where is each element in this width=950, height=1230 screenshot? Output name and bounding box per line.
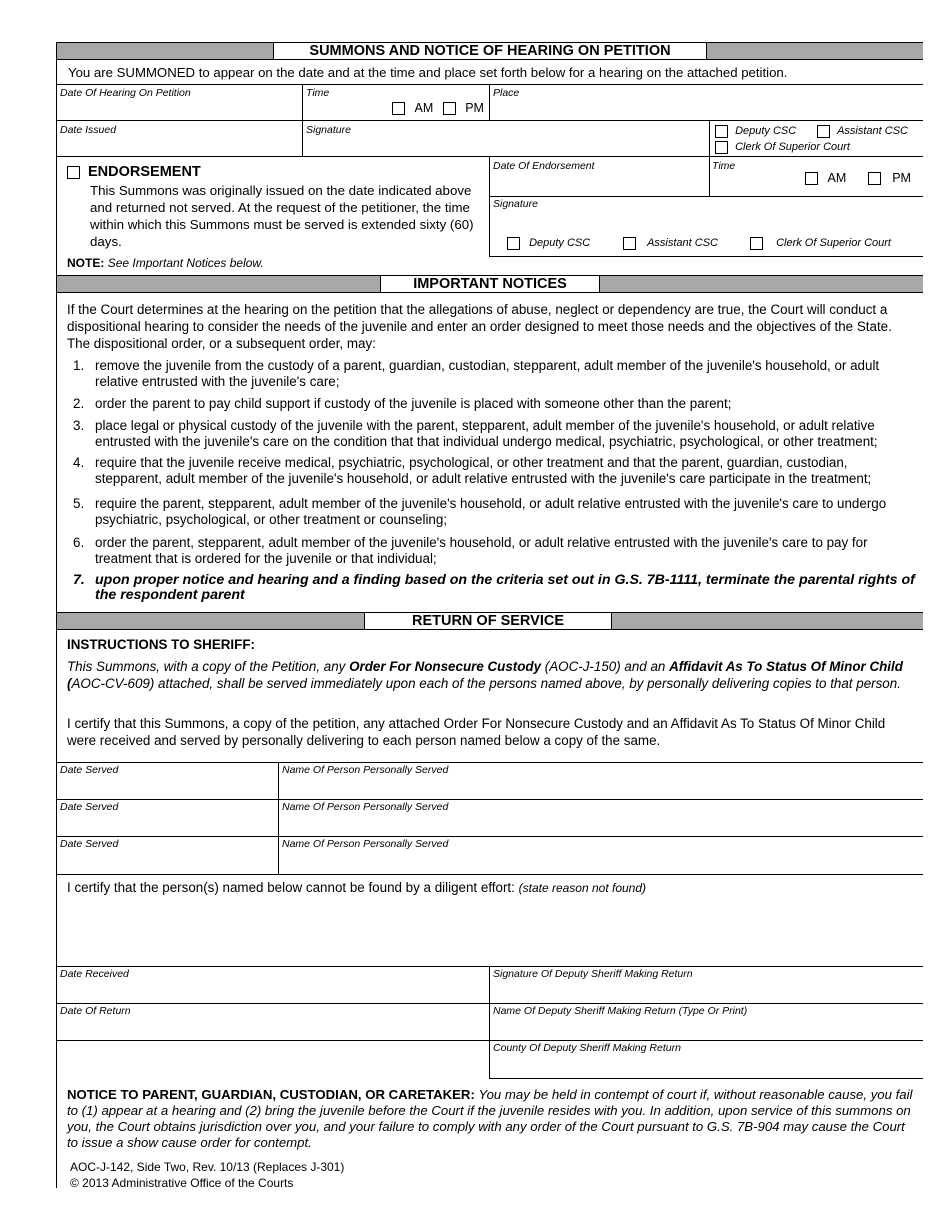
endorsement-checkbox[interactable] <box>67 166 80 179</box>
parent-notice: NOTICE TO PARENT, GUARDIAN, CUSTODIAN, OR CARETAKER: You may be held in contempt of court if, without reasonable cause, you fail to (1) appear at a hearing and (2) bring the juvenile before the Court if the juvenile resides with you. In addition, upon service of this summons on you, the Court obtains jurisdiction over you, and your failure to comply with any order of the Court pursuant to G.S. 7B-904 may cause the Court to issue a show cause order for contempt. <box>67 1087 913 1150</box>
issued-clerk-checkbox[interactable] <box>715 141 728 154</box>
copyright: © 2013 Administrative Office of the Courts <box>70 1176 294 1190</box>
hearing-place-label: Place <box>493 87 520 99</box>
hearing-date-label: Date Of Hearing On Petition <box>60 87 191 99</box>
endorsement-date-label: Date Of Endorsement <box>493 160 595 172</box>
endorsement-heading: ENDORSEMENT <box>67 164 201 180</box>
endorsement-ampm: AM PM <box>805 171 911 185</box>
endorsement-time-label: Time <box>712 160 736 172</box>
notices-intro: If the Court determines at the hearing on the petition that the allegations of abuse, neglect or dependency are true, the Court will conduct a dispositional hearing to consider the needs of the juvenile and enter an order designed to meet those needs and the objectives of the State. The dispositional order, or a subsequent order, may: <box>67 302 892 351</box>
date-received-label: Date Received <box>60 968 129 980</box>
form-id: AOC-J-142, Side Two, Rev. 10/13 (Replaces J-301) <box>70 1160 345 1174</box>
instructions-title: INSTRUCTIONS TO SHERIFF: <box>67 637 255 652</box>
date-served-label-3: Date Served <box>60 838 119 850</box>
important-notices-bar <box>57 275 923 293</box>
important-notices-title: IMPORTANT NOTICES <box>380 275 600 293</box>
hearing-pm-checkbox[interactable] <box>443 102 456 115</box>
deputy-county-label: County Of Deputy Sheriff Making Return <box>493 1042 681 1054</box>
person-served-label-2: Name Of Person Personally Served <box>282 801 449 813</box>
endorsement-signature-label: Signature <box>493 198 538 210</box>
issued-assistant-csc-checkbox[interactable] <box>817 125 830 138</box>
hearing-am-label: AM <box>414 101 434 115</box>
endorsement-deputy-csc: Deputy CSC <box>507 237 590 250</box>
issued-signature-label: Signature <box>306 124 351 136</box>
person-served-label-3: Name Of Person Personally Served <box>282 838 449 850</box>
title-bar <box>57 42 923 60</box>
endorsement-deputy-csc-checkbox[interactable] <box>507 237 520 250</box>
return-of-service-bar <box>57 612 923 630</box>
date-served-label-1: Date Served <box>60 764 119 776</box>
person-served-label-1: Name Of Person Personally Served <box>282 764 449 776</box>
summons-form: SUMMONS AND NOTICE OF HEARING ON PETITION You are SUMMONED to appear on the date and at the time and place set forth below for a hearing on the attached petition. Date Of Hearing On Petition Time AM PM Place Date Issued Signature Deputy CSC Assistant CSC Clerk Of Superior Court ENDORSEMENT This Summons was originally issued on the date indicated above and returned not served. At the request of the petitioner, the time within which this Summons must be served is extended sixty (60) days. NOTE: See Important Notices below. Date Of Endorsement Time AM PM Signature Deputy CSC Assistant CSC Clerk Of Superior Court IMPORTANT NOTICES If the Court determines at the hearing on the petition that the allegations of abuse, neglect or dependency are true, the Court will conduct a dispositional hearing to consider the needs of the juvenile and enter an order designed to meet those needs and the objectives of the State. The dispositional order, or a subsequent order, may: 1. remove the juvenile from the custody of a parent, guardian, custodian, stepparent, adult member of the juvenile's household, or adult relative entrusted with the juvenile's care; 2. order the parent to pay child support if custody of the juvenile is placed with someone other than the parent; 3. place legal or physical custody of the juvenile with the parent, stepparent, adult member of the juvenile's household, or adult relative entrusted with the juvenile's care on the condition that that individual undergo medical, psychiatric, psychological, or other treatment; 4. require that the juvenile receive medical, psychiatric, psychological, or other treatment and that the parent, guardian, custodian, stepparent, adult member of the juvenile's household, or adult relative entrusted with the juvenile's care participate in the treatment; 5. require the parent, stepparent, adult member of the juvenile's household, or adult relative entrusted with the juvenile's care to undergo psychiatric, psychological, or other treatment or counseling; 6. order the parent, stepparent, adult member of the juvenile's household, or adult relative entrusted with the juvenile's care to pay for treatment that is ordered for the juvenile or that individual; 7. upon proper notice and hearing and a finding based on the criteria set out in G.S. 7B-1111, terminate the parental rights of the respondent parent RETURN OF SERVICE INSTRUCTIONS TO SHERIFF: This Summons, with a copy of the Petition, any Order For Nonsecure Custody (AOC-J-150) and an Affidavit As To Status Of Minor Child (AOC-CV-609) attached, shall be served immediately upon each of the persons named above, by personally delivering copies to that person. I certify that this Summons, a copy of the petition, any attached Order For Nonsecure Custody and an Affidavit As To Status Of Minor Child were received and served by personally delivering to each person named below a copy of the same. Date Served Name Of Person Personally Served Date Served Name Of Person Personally Served Date Served Name Of Person Personally Served I certify that the person(s) named below cannot be found by a diligent effort: (state reason not found) Date Received Signature Of Deputy Sheriff Making Return Date Of Return Name Of Deputy Sheriff Making Return (Type Or Print) County Of Deputy Sheriff Making Return NOTICE TO PARENT, GUARDIAN, CUSTODIAN, OR CARETAKER: You may be held in contempt of court if, without reasonable cause, you fail to (1) appear at a hearing and (2) bring the juvenile before the Court if the juvenile resides with you. In addition, upon service of this summons on you, the Court obtains jurisdiction over you, and your failure to comply with any order of the Court pursuant to G.S. 7B-904 may cause the Court to issue a show cause order for contempt. AOC-J-142, Side Two, Rev. 10/13 (Replaces J-301) © 2013 Administrative Office of the Courts <box>56 42 923 1188</box>
certify-not-found: I certify that the person(s) named below cannot be found by a diligent effort: (state reason not found) <box>67 880 647 895</box>
endorsement-clerk: Clerk Of Superior Court <box>750 237 891 250</box>
deputy-signature-label: Signature Of Deputy Sheriff Making Return <box>493 968 693 980</box>
certify-served-text: I certify that this Summons, a copy of the petition, any attached Order For Nonsecure Custody and an Affidavit As To Status Of Minor Child were received and served by personally delivering to each person named below a copy of the same. <box>67 716 886 748</box>
endorsement-note: NOTE: See Important Notices below. <box>67 256 264 270</box>
form-title: SUMMONS AND NOTICE OF HEARING ON PETITION <box>273 42 707 60</box>
date-issued-label: Date Issued <box>60 124 117 136</box>
endorsement-am-checkbox[interactable] <box>805 172 818 185</box>
summoned-text: You are SUMMONED to appear on the date and at the time and place set forth below for a hearing on the attached petition. <box>68 65 788 80</box>
endorsement-assistant-csc: Assistant CSC <box>623 237 718 250</box>
instructions-text: This Summons, with a copy of the Petition, any Order For Nonsecure Custody (AOC-J-150) and an Affidavit As To Status Of Minor Child (AOC-CV-609) attached, shall be served immediately upon each of the persons named above, by personally delivering copies to that person. <box>67 659 903 691</box>
date-served-label-2: Date Served <box>60 801 119 813</box>
deputy-name-label: Name Of Deputy Sheriff Making Return (Type Or Print) <box>493 1005 748 1017</box>
hearing-pm-label: PM <box>465 101 484 115</box>
endorsement-pm-checkbox[interactable] <box>868 172 881 185</box>
issued-deputy-csc-checkbox[interactable] <box>715 125 728 138</box>
endorsement-body: This Summons was originally issued on the date indicated above and returned not served. At the request of the petitioner, the time within which this Summons must be served is extended sixty (60) days. <box>90 183 474 249</box>
issued-deputy-csc: Deputy CSC <box>715 125 796 138</box>
return-of-service-title: RETURN OF SERVICE <box>364 612 612 630</box>
date-of-return-label: Date Of Return <box>60 1005 131 1017</box>
issued-clerk: Clerk Of Superior Court <box>715 141 850 154</box>
hearing-ampm <box>392 101 484 115</box>
issued-assistant-csc: Assistant CSC <box>817 125 908 138</box>
endorsement-clerk-checkbox[interactable] <box>750 237 763 250</box>
endorsement-assistant-csc-checkbox[interactable] <box>623 237 636 250</box>
hearing-time-label: Time <box>306 87 330 99</box>
hearing-am-checkbox[interactable] <box>392 102 405 115</box>
